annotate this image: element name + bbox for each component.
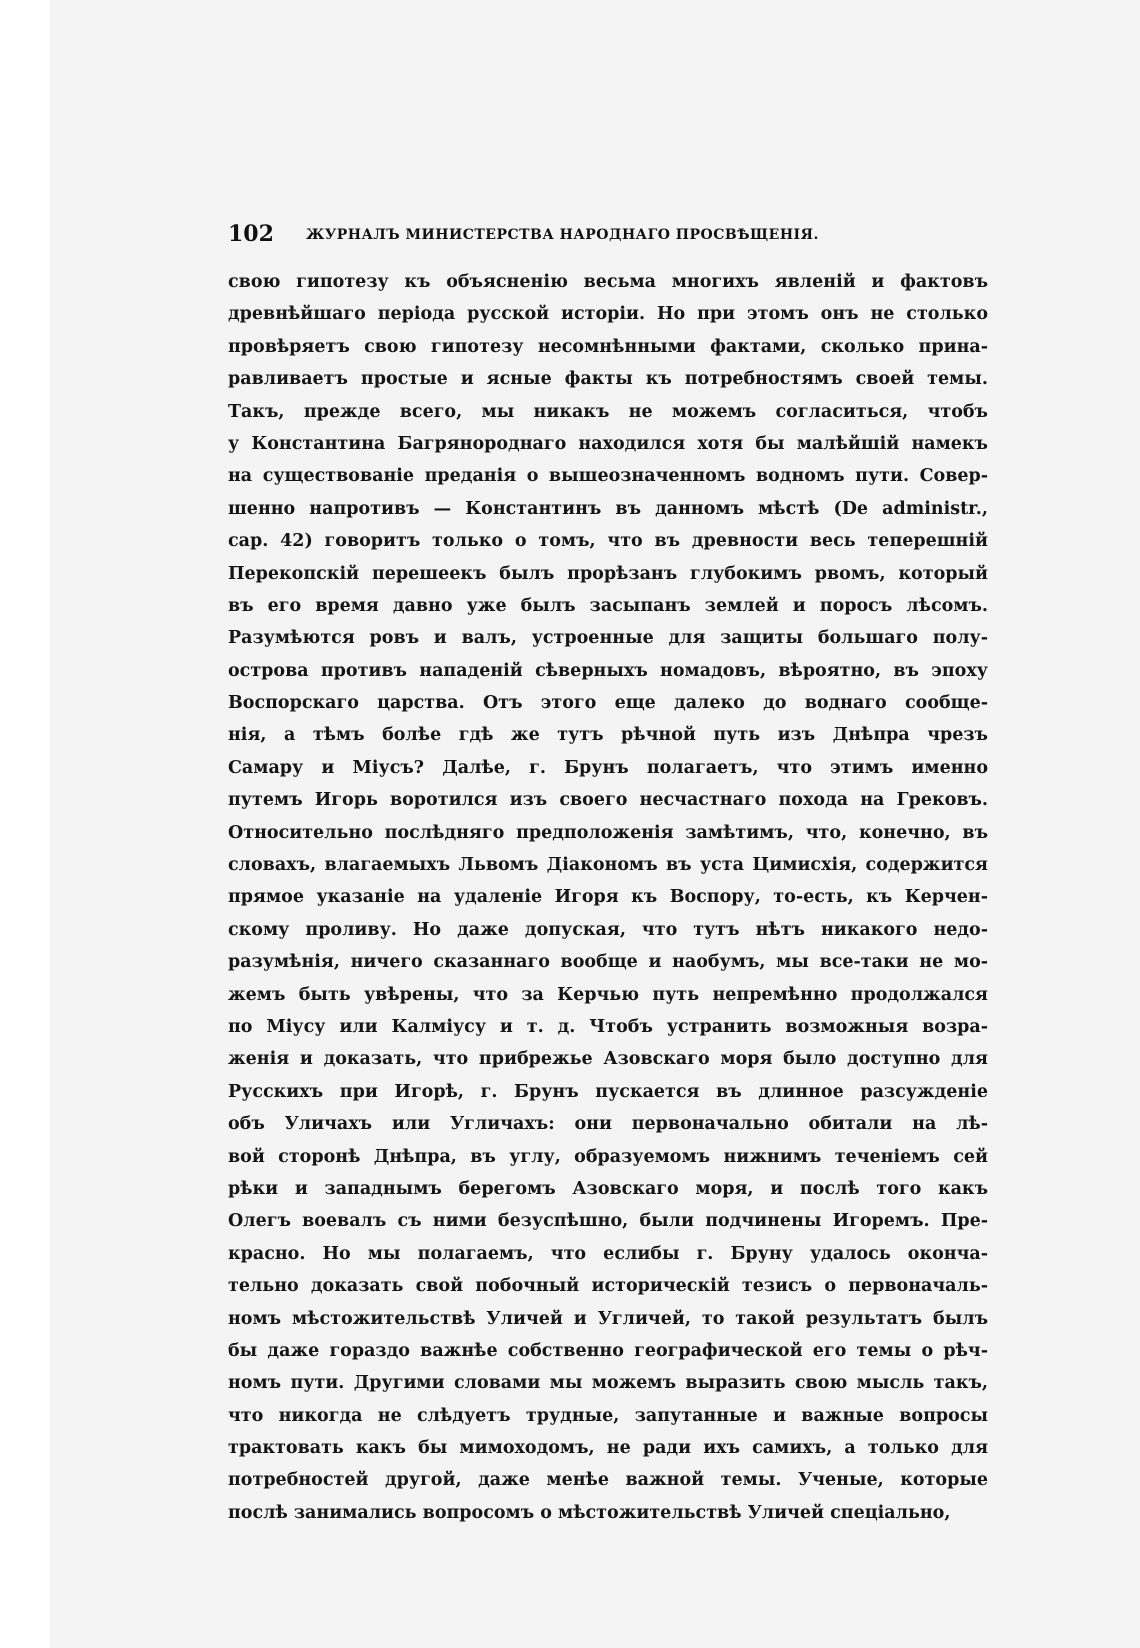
text-line: номъ пути. Другими словами мы можемъ выразить свою мысль такъ, (228, 1373, 988, 1394)
text-line: нія, а тѣмъ болѣе гдѣ же тутъ рѣчной путь изъ Днѣпра чрезъ (228, 725, 988, 746)
text-line: Олегъ воевалъ съ ними безуспѣшно, были подчинены Игоремъ. Пре- (228, 1211, 988, 1232)
text-line: номъ мѣстожительствѣ Уличей и Угличей, то такой результатъ былъ (228, 1308, 988, 1329)
text-line: въ его время давно уже былъ засыпанъ землей и поросъ лѣсомъ. (228, 595, 988, 616)
text-line: прямое указаніе на удаленіе Игоря къ Воспору, то-есть, къ Керчен- (228, 887, 988, 908)
running-head: ЖУРНАЛЪ МИНИСТЕРСТВА НАРОДНАГО ПРОСВѢЩЕНІЯ. (306, 227, 819, 243)
text-line: шенно напротивъ — Константинъ въ данномъ мѣстѣ (De administr., (228, 498, 988, 519)
text-line: Перекопскій перешеекъ былъ прорѣзанъ глубокимъ рвомъ, который (228, 563, 988, 584)
text-line: на существованіе преданія о вышеозначенномъ водномъ пути. Совер- (228, 466, 988, 487)
text-line: послѣ занимались вопросомъ о мѣстожительствѣ Уличей спеціально, (228, 1502, 951, 1523)
text-line: красно. Но мы полагаемъ, что еслибы г. Бруну удалось оконча- (228, 1243, 988, 1264)
text-line: словахъ, влагаемыхъ Львомъ Діакономъ въ уста Цимисхія, содержится (228, 855, 988, 876)
text-line: по Міусу или Калміусу и т. д. Чтобъ устранить возможныя возра- (228, 1016, 988, 1037)
text-line: тельно доказать свой побочный историческій тезисъ о первоначаль- (228, 1276, 988, 1297)
text-line: женія и доказать, что прибрежье Азовскаго моря было доступно для (228, 1049, 988, 1070)
text-line: трактовать какъ бы мимоходомъ, не ради ихъ самихъ, а только для (228, 1438, 988, 1459)
text-line: равливаетъ простые и ясные факты къ потребностямъ своей темы. (228, 369, 988, 390)
page-number: 102 (228, 221, 274, 247)
text-line: у Константина Багрянороднаго находился хотя бы малѣйшій намекъ (228, 433, 988, 454)
text-line: разумѣнія, ничего сказаннаго вообще и наобумъ, мы все-таки не мо- (228, 952, 988, 973)
text-line: Самару и Міусъ? Далѣе, г. Брунъ полагаетъ, что этимъ именно (228, 757, 988, 778)
text-line: бы даже гораздо важнѣе собственно географической его темы о рѣч- (228, 1340, 988, 1361)
text-line: жемъ быть увѣрены, что за Керчью путь непремѣнно продолжался (228, 984, 988, 1005)
text-line: Воспорскаго царства. Отъ этого еще далеко до воднаго сообще- (228, 693, 988, 714)
text-line: рѣки и западнымъ берегомъ Азовскаго моря, и послѣ того какъ (228, 1178, 988, 1199)
text-line: острова противъ нападеній сѣверныхъ номадовъ, вѣроятно, въ эпоху (228, 660, 988, 681)
text-line: свою гипотезу къ объясненію весьма многихъ явленій и фактовъ (228, 272, 988, 292)
text-line: Разумѣются ровъ и валъ, устроенные для защиты большаго полу- (228, 628, 988, 649)
page-header (228, 220, 988, 260)
text-line: древнѣйшаго періода русской исторіи. Но при этомъ онъ не столько (228, 304, 988, 325)
text-line: потребностей другой, даже менѣе важной темы. Ученые, которые (228, 1470, 988, 1491)
text-line: что никогда не слѣдуетъ трудные, запутанные и важные вопросы (228, 1405, 988, 1426)
text-line: Такъ, прежде всего, мы никакъ не можемъ согласиться, чтобъ (228, 401, 988, 422)
text-line: вой сторонѣ Днѣпра, въ углу, образуемомъ нижнимъ теченіемъ сей (228, 1146, 988, 1167)
text-line: Русскихъ при Игорѣ, г. Брунъ пускается въ длинное разсужденіе (228, 1081, 988, 1102)
text-line: скому проливу. Но даже допуская, что тутъ нѣтъ никакого недо- (228, 919, 988, 940)
text-line: Относительно послѣдняго предположенія замѣтимъ, что, конечно, въ (228, 822, 988, 843)
text-line: путемъ Игорь воротился изъ своего несчастнаго похода на Грековъ. (228, 790, 988, 811)
text-line: cap. 42) говоритъ только о томъ, что въ древности весь теперешній (228, 531, 988, 552)
text-line: объ Уличахъ или Угличахъ: они первоначально обитали на лѣ- (228, 1114, 988, 1135)
text-line: провѣряетъ свою гипотезу несомнѣнными фактами, сколько прина- (228, 336, 988, 357)
body-text (228, 266, 988, 1529)
